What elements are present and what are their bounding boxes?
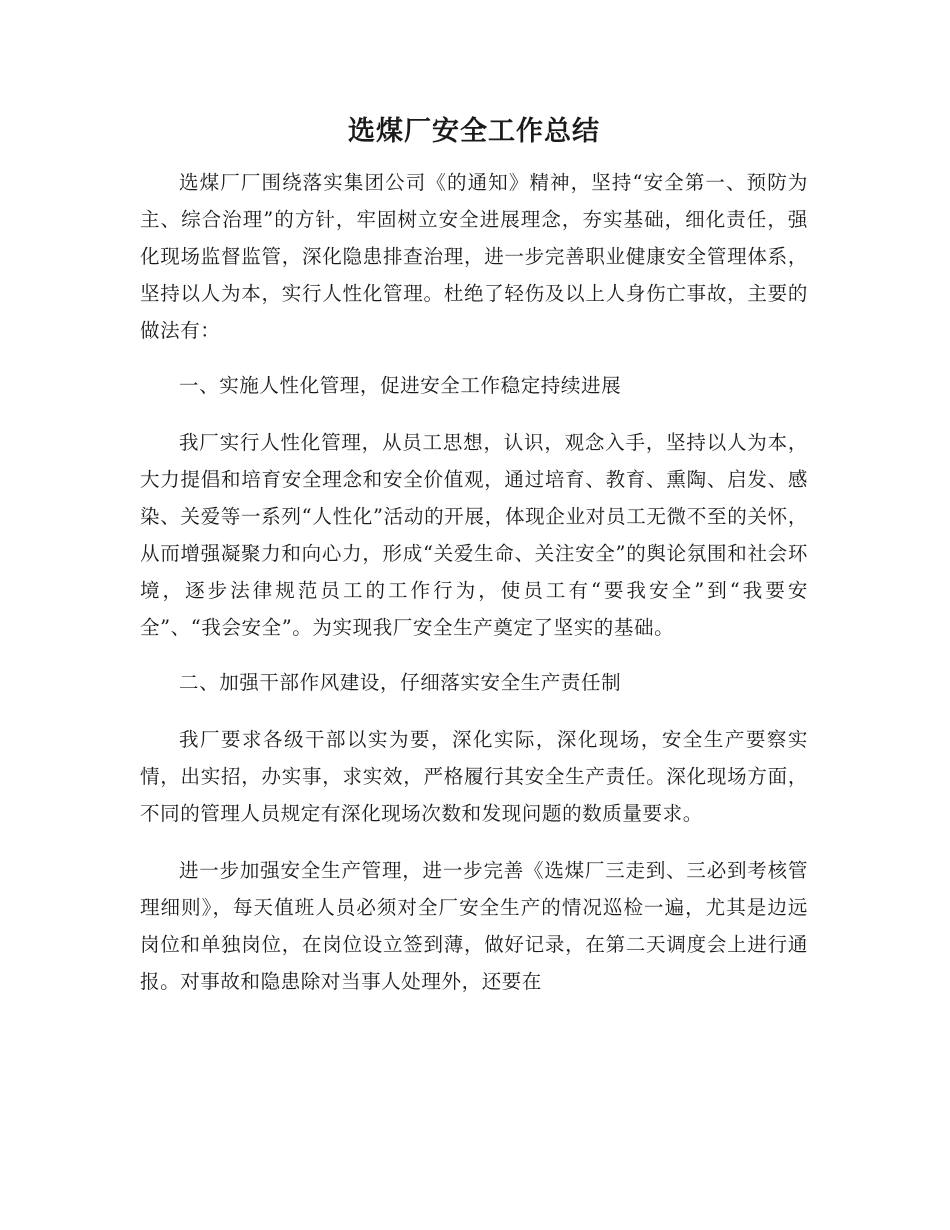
section-heading-1: 一、实施人性化管理，促进安全工作稳定持续进展 [179, 374, 622, 397]
section-2-paragraph-1: 我厂要求各级干部以实为要，深化实际，深化现场，安全生产要察实情，出实招，办实事，求实效，严格履行其安全生产责任。深化现场方面，不同的管理人员规定有深化现场次数和发现问题的数质量要求。 [140, 728, 808, 825]
section-2-paragraph-2: 进一步加强安全生产管理，进一步完善《选煤厂三走到、三必到考核管理细则》，每天值班人员必须对全厂安全生产的情况巡检一遍，尤其是边远岗位和单独岗位，在岗位设立签到薄，做好记录，在第二天调度会上进行通报。对事故和隐患除对当事人处理外，还要在 [140, 859, 808, 993]
document-page [140, 112, 808, 1000]
intro-paragraph: 选煤厂厂围绕落实集团公司《的通知》精神，坚持“安全第一、预防为主、综合治理”的方针，牢固树立安全进展理念，夯实基础，细化责任，强化现场监督监管，深化隐患排查治理，进一步完善职业健康安全管理体系，坚持以人为本，实行人性化管理。杜绝了轻伤及以上人身伤亡事故，主要的做法有： [140, 171, 808, 342]
document-title: 选煤厂安全工作总结 [348, 116, 600, 147]
section-1-paragraph: 我厂实行人性化管理，从员工思想，认识，观念入手，坚持以人为本，大力提倡和培育安全理念和安全价值观，通过培育、教育、熏陶、启发、感染、关爱等一系列“人性化”活动的开展，体现企业对员工无微不至的关怀，从而增强凝聚力和向心力，形成“关爱生命、关注安全”的舆论氛围和社会环境，逐步法律规范员工的工作行为，使员工有“要我安全”到“我要安全”、“我会安全”。为实现我厂安全生产奠定了坚实的基础。 [140, 431, 808, 639]
section-heading-2: 二、加强干部作风建设，仔细落实安全生产责任制 [179, 671, 622, 694]
